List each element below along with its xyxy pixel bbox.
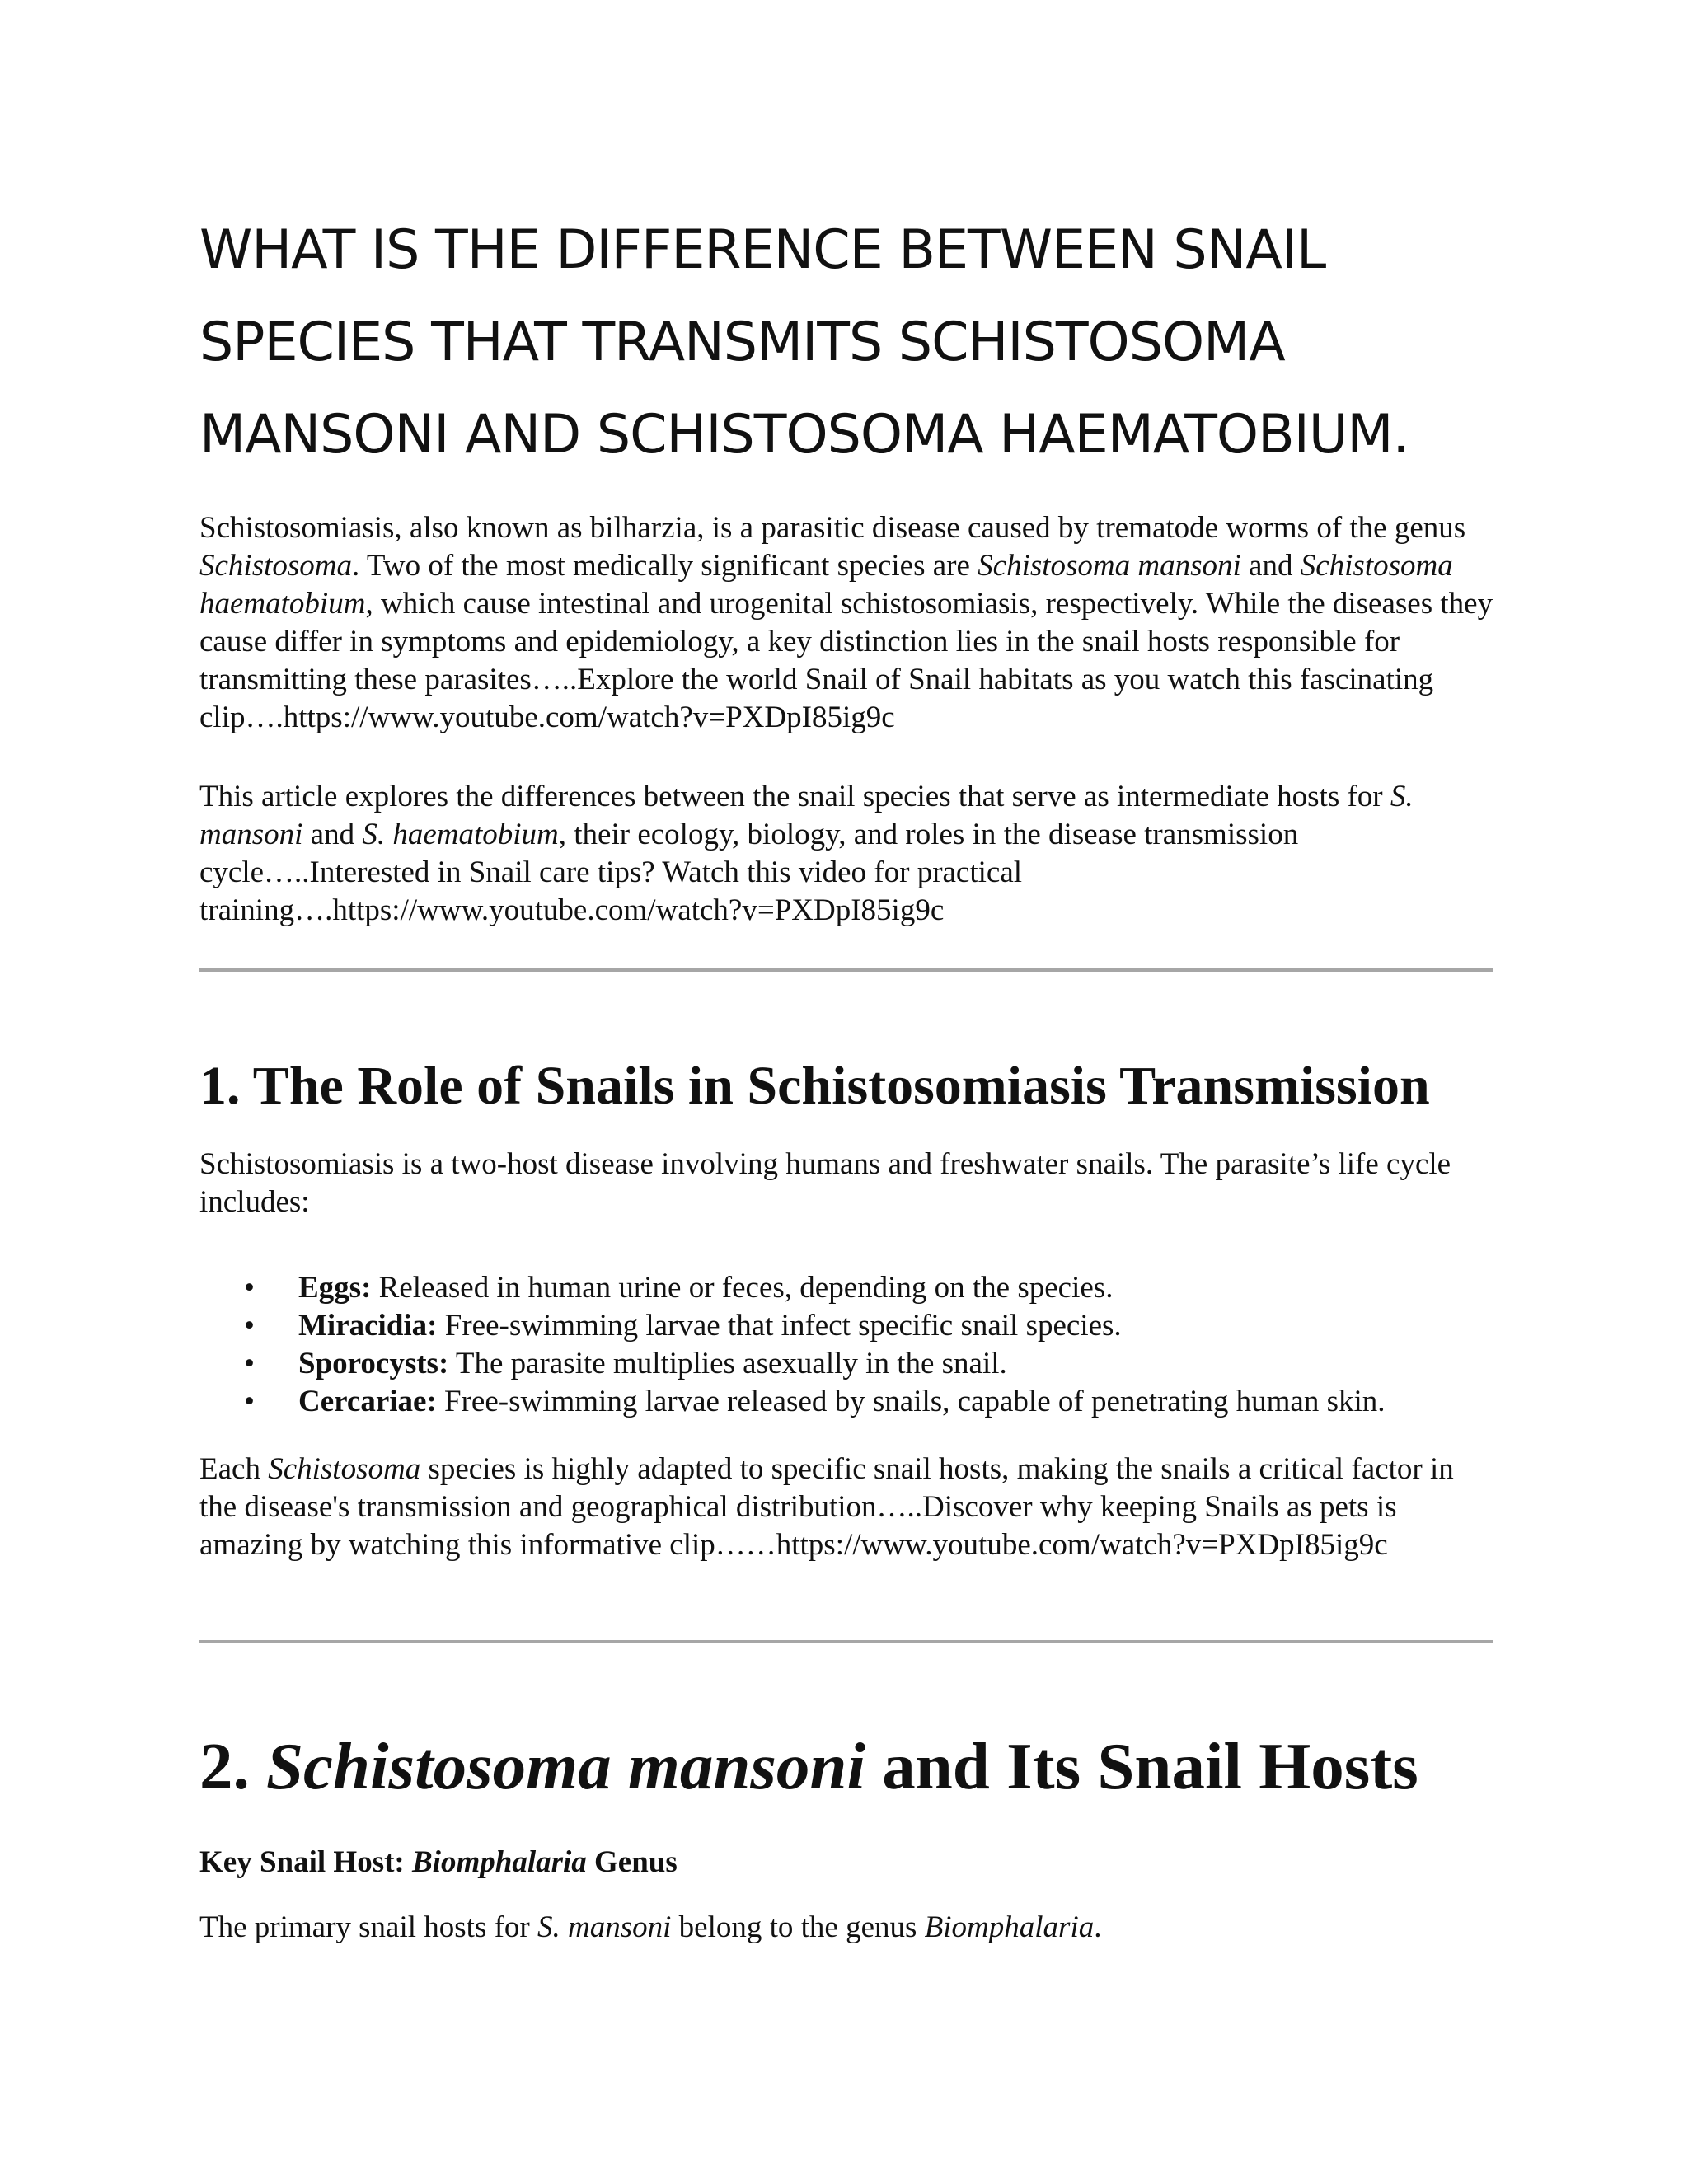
text-run: . (1094, 1910, 1102, 1944)
text-run: , their ecology, biology, and roles in the disease transmission cycle…..Interested in Snail care tips? Watch this video for practical training….https://www.youtube.com/watch?v=PXDpI85ig9c (199, 818, 1299, 927)
bullet-icon: • (244, 1385, 255, 1418)
bullet-icon: • (244, 1347, 255, 1380)
text-run: This article explores the differences between the snail species that serve as intermediate hosts for (199, 780, 1390, 813)
text-run: species is highly adapted to specific snail hosts, making the snails a critical factor in the disease's transmission and geographical distribution…..Discover why keeping Snails as pets is amazing by watching this informative clip……https://www.youtube.com/watch?v=PXDpI85ig9c (199, 1452, 1454, 1562)
section-1-closing (199, 1451, 1493, 1564)
life-cycle-list (199, 1269, 1493, 1421)
list-item (199, 1345, 1493, 1383)
text-run: Genus (586, 1845, 678, 1879)
section-2-paragraph (199, 1909, 1493, 1947)
document-title: WHAT IS THE DIFFERENCE BETWEEN SNAIL SPECIES THAT TRANSMITS SCHISTOSOMA MANSONI AND SCHISTOSOMA HAEMATOBIUM. (199, 219, 1409, 466)
italic-run: S. mansoni (199, 780, 1414, 851)
list-item-term: Cercariae: (298, 1385, 437, 1418)
italic-run: Biomphalaria (412, 1845, 587, 1879)
section-2-subheading (199, 1844, 678, 1882)
intro-paragraph-2 (199, 778, 1493, 930)
text-run: Key Snail Host: (199, 1845, 412, 1879)
text-run: belong to the genus (671, 1910, 925, 1944)
list-item-term: Eggs: (298, 1271, 372, 1305)
text-run: , which cause intestinal and urogenital schistosomiasis, respectively. While the diseases they cause differ in symptoms and epidemiology, a key distinction lies in the snail hosts responsible for transmitting these parasites…..Explore the world Snail of Snail habitats as you watch this fascinating clip….https://www.youtube.com/watch?v=PXDpI85ig9c (199, 587, 1493, 734)
horizontal-divider (199, 1640, 1493, 1643)
text-run: The primary snail hosts for (199, 1910, 537, 1944)
italic-run: Biomphalaria (924, 1910, 1095, 1944)
list-item (199, 1383, 1493, 1421)
section-1-heading: 1. The Role of Snails in Schistosomiasis Transmission (199, 1056, 1430, 1116)
list-item-term: Sporocysts: (298, 1347, 449, 1380)
list-item-text: Free-swimming larvae released by snails, capable of penetrating human skin. (436, 1385, 1386, 1418)
text-run: Each (199, 1452, 269, 1486)
italic-run: Schistosoma (268, 1452, 421, 1486)
section-2-heading (199, 1727, 1418, 1806)
italic-run: S. mansoni (537, 1910, 672, 1944)
list-item (199, 1307, 1493, 1345)
text-run: . Two of the most medically significant species are (352, 549, 978, 583)
italic-run: Schistosoma mansoni (266, 1729, 865, 1803)
list-item-text: The parasite multiplies asexually in the snail. (448, 1347, 1007, 1380)
list-item-text: Free-swimming larvae that infect specific snail species. (437, 1309, 1122, 1343)
italic-run: Schistosoma mansoni (978, 549, 1241, 583)
text-run: Schistosomiasis, also known as bilharzia, is a parasitic disease caused by trematode worms of the genus (199, 511, 1466, 545)
section-1-lead: Schistosomiasis is a two-host disease involving humans and freshwater snails. The parasite’s life cycle includes: (199, 1147, 1451, 1219)
bullet-icon: • (244, 1309, 255, 1343)
italic-run: Schistosoma haematobium (199, 549, 1453, 621)
italic-run: S. haematobium (362, 818, 559, 851)
text-run: and Its Snail Hosts (865, 1729, 1418, 1803)
list-item (199, 1269, 1493, 1307)
list-item-term: Miracidia: (298, 1309, 438, 1343)
text-run: and (302, 818, 363, 851)
intro-paragraph-1 (199, 509, 1493, 737)
list-item-text: Released in human urine or feces, depending on the species. (371, 1271, 1114, 1305)
bullet-icon: • (244, 1271, 255, 1305)
text-run: and (1240, 549, 1301, 583)
text-run: 2. (199, 1729, 266, 1803)
horizontal-divider (199, 968, 1493, 972)
italic-run: Schistosoma (199, 549, 352, 583)
